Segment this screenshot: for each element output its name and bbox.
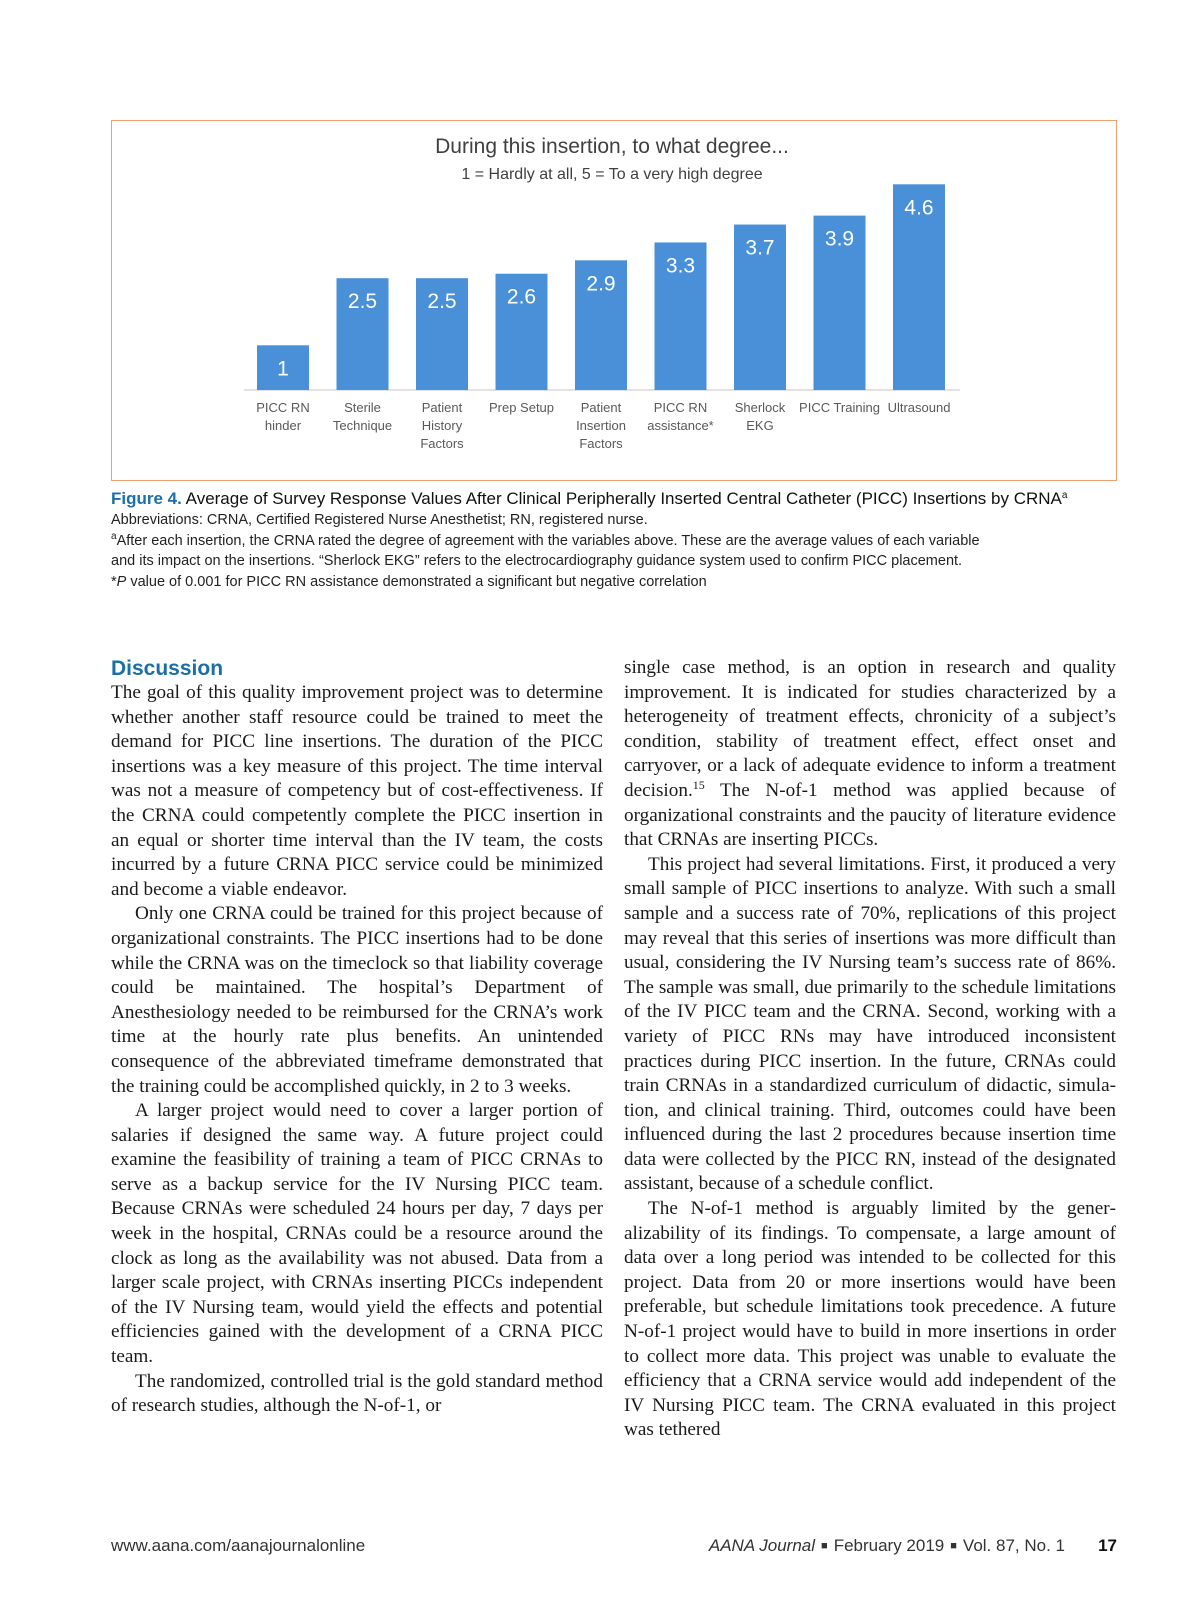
category-label-4: Prep Setup bbox=[488, 400, 555, 415]
footnote-a-mark: a bbox=[111, 530, 117, 542]
bar-value-label-7: 3.7 bbox=[745, 236, 775, 260]
figure-caption bbox=[111, 487, 1117, 592]
caption-title-line bbox=[111, 487, 1117, 510]
footer-journal-name: AANA Journal bbox=[708, 1536, 816, 1555]
bar-value-label-9: 4.6 bbox=[904, 196, 934, 220]
category-label-9: Ultrasound bbox=[887, 400, 951, 415]
footer-url[interactable]: www.aana.com/aanajournalonline bbox=[111, 1536, 366, 1555]
figure-title: Average of Survey Response Values After Clinical Peripherally Inserted Central Catheter (PICC) Insertions by CRNA bbox=[185, 489, 1062, 508]
left-paragraph-4: The randomized, controlled trial is the gold standard method of research studies, although the N-of-1, or bbox=[111, 1370, 603, 1417]
right-column bbox=[624, 656, 1116, 1443]
footer-journal-info bbox=[709, 1536, 1065, 1556]
chart-subtitle: 1 = Hardly at all, 5 = To a very high degree bbox=[461, 166, 763, 183]
footer-date: February 2019 bbox=[833, 1536, 945, 1555]
bar-value-label-4: 2.6 bbox=[506, 285, 537, 309]
bar-value-label-1: 1 bbox=[277, 357, 289, 381]
left-paragraph-1: The goal of this quality improvement project was to determine whether another staff resource could be trained to meet the demand for PICC line insertions. The duration of the PICC insertions was a key measure of this project. The time interval was not a measure of competency but of cost-effectiveness. If the CRNA could competently complete the PICC insertion in an equal or shorter time interval than the IV team, the costs incurred by a future CRNA PICC service could be minimized and become a viable endeavor. bbox=[111, 682, 603, 900]
left-paragraph-2: Only one CRNA could be trained for this project because of organizational constraints. The PICC insertions had to be done while the CRNA was on the timeclock so that liability coverage could be maintained. The hospital’s Department of Anesthesiology needed to be reimbursed for the CRNA’s work time at the hourly rate plus benefits. An unintended consequence of the abbreviated timeframe demonstrated that the training could be accomplished quickly, in 2 to 3 weeks. bbox=[111, 903, 603, 1097]
caption-abbreviations: Abbreviations: CRNA, Certified Registered Nurse Anesthetist; RN, registered nurse. bbox=[111, 512, 648, 528]
bar-value-label-5: 2.9 bbox=[586, 272, 616, 296]
footer-volume: Vol. 87, No. 1 bbox=[962, 1536, 1065, 1555]
footnote-star-mark: * bbox=[111, 573, 117, 590]
footnote-star-text: value of 0.001 for PICC RN assistance demonstrated a significant but negative correlation bbox=[126, 573, 707, 590]
bars-group bbox=[256, 184, 950, 451]
category-label-2: Sterile Technique bbox=[332, 400, 393, 433]
footer-separator-1: ■ bbox=[821, 1540, 828, 1552]
footer-separator-2: ■ bbox=[950, 1540, 957, 1552]
figure-4-chart-box bbox=[111, 120, 1117, 481]
category-label-6: PICC RN assistance* bbox=[647, 400, 714, 433]
caption-footnote-a bbox=[111, 531, 1117, 552]
caption-footnote-a-cont: and its impact on the insertions. “Sherlock EKG” refers to the electrocardiography guidance system used to confirm PICC placement. bbox=[111, 553, 963, 569]
section-heading-discussion: Discussion bbox=[111, 657, 224, 680]
bar-value-label-6: 3.3 bbox=[665, 254, 696, 278]
category-label-7: Sherlock EKG bbox=[734, 400, 786, 433]
bar-value-label-2: 2.5 bbox=[347, 290, 378, 314]
footnote-p-italic: P bbox=[116, 573, 127, 590]
bar-chart bbox=[112, 121, 1118, 482]
left-column bbox=[111, 656, 603, 1419]
category-label-3: Patient History Factors bbox=[420, 400, 464, 451]
reference-15: 15 bbox=[692, 777, 705, 792]
caption-footnote-star bbox=[111, 572, 1117, 593]
figure-label: Figure 4. bbox=[111, 489, 182, 508]
page-footer bbox=[111, 1536, 1117, 1560]
right-paragraph-1b: The N-of-1 method was applied because of organizational constraints and the paucity of literature evidence that CRNAs are inserting PICCs. bbox=[624, 779, 1116, 851]
right-paragraph-1a: single case method, is an option in research and quality improvement. It is indicated for studies characterized by a heterogeneity of treatment effects, chronicity of a subject’s condition, stability of treatment effect, effect onset and carryover, or a lack of adequate evidence to inform a treatment decision. bbox=[624, 657, 1116, 801]
chart-title: During this insertion, to what degree... bbox=[435, 135, 789, 158]
bar-value-label-8: 3.9 bbox=[824, 227, 855, 251]
right-paragraph-2: This project had several limitations. First, it produced a very small sample of PICC insertions to analyze. With such a small sample and a success rate of 70%, replications of this project may reveal that this series of insertions was more difficult than usual, considering the IV Nursing team’s success rate of 86%. The sample was small, due primarily to the schedule limitations of the IV PICC team and the CRNA. Second, working with a variety of PICC RNs may have introduced inconsistent practices during PICC insertion. In the future, CRNAs could train CRNAs in a standardized curriculum of didactic, simulation, and clinical training. Third, outcomes could have been influenced during the last 2 procedures because insertion time data were collected by the PICC RN, instead of the designated assistant, because of a schedule conflict. bbox=[624, 853, 1116, 1195]
left-paragraph-3: A larger project would need to cover a larger portion of salaries if designed the same way. A future project could examine the feasibility of training a team of PICC CRNAs to serve as a backup service for the IV Nursing PICC team. Because CRNAs were scheduled 24 hours per day, 7 days per week in the hospital, CRNAs could be a resource around the clock as long as the availability was not abused. Data from a larger scale project, with CRNAs inserting PICCs independent of the IV Nursing team, would yield the effects and potential efficiencies gained with the development of a CRNA PICC team. bbox=[111, 1100, 603, 1368]
right-paragraph-3: The N-of-1 method is arguably limited by the generalizability of its findings. To compensate, a large amount of data over a long period was intended to be collected for this project. Data from 20 or more insertions would have been preferable, but schedule limitations took precedence. A future N-of-1 project would have to build in more insertions in order to collect more data. This project was unable to evaluate the efficiency that a CRNA service would add independent of the IV Nursing PICC team. The CRNA evaluated in this project was tethered bbox=[624, 1198, 1116, 1441]
footnote-a-line1: After each insertion, the CRNA rated the degree of agreement with the variables above. These are the average values of each variable bbox=[116, 532, 980, 549]
right-paragraph-1 bbox=[624, 656, 1116, 853]
page-number: 17 bbox=[1098, 1536, 1117, 1555]
category-label-8: PICC Training bbox=[799, 400, 880, 415]
category-label-1: PICC RN hinder bbox=[256, 400, 310, 433]
figure-title-sup: a bbox=[1061, 490, 1068, 501]
bar-value-label-3: 2.5 bbox=[427, 290, 457, 314]
category-label-5: Patient Insertion Factors bbox=[576, 400, 626, 451]
